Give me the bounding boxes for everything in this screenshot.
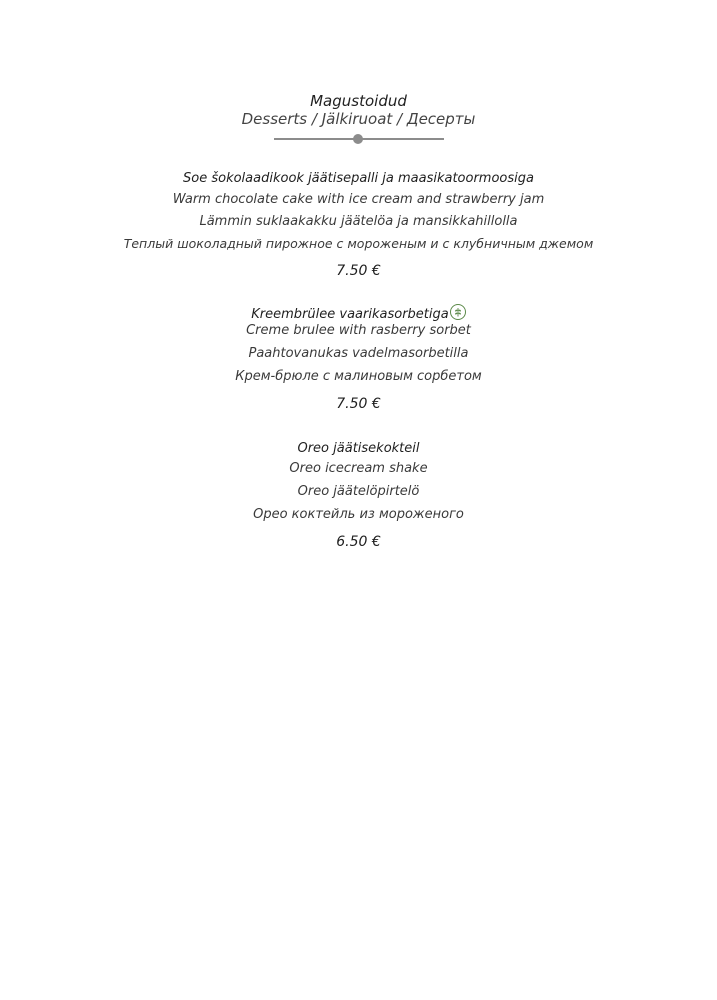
vegetarian-leaf-icon	[450, 304, 466, 320]
dessert-2-price: 7.50 €	[336, 396, 381, 412]
dessert-2-finnish: Paahtovanukas vadelmasorbetilla	[248, 346, 469, 361]
dessert-2-name: Kreembrülee vaarikasorbetiga	[251, 307, 449, 322]
dessert-2-english: Creme brulee with rasberry sorbet	[246, 323, 471, 338]
dessert-1-price: 7.50 €	[336, 263, 381, 279]
dessert-2-name-row	[0, 304, 717, 321]
dessert-1-name: Soe šokolaadikook jäätisepalli ja maasikatoormoosiga	[183, 171, 534, 186]
menu-section-title: Magustoidud	[310, 92, 407, 110]
dessert-3-english: Oreo icecream shake	[289, 461, 428, 476]
dessert-3-finnish: Oreo jäätelöpirtelö	[297, 484, 420, 499]
menu-section-subtitle: Desserts / Jälkiruoat / Десерты	[241, 110, 476, 128]
dessert-3-price: 6.50 €	[336, 534, 381, 550]
dessert-1-russian: Теплый шоколадный пирожное с мороженым и с клубничным джемом	[123, 236, 594, 251]
dessert-2-russian: Крем-брюле с малиновым сорбетом	[235, 369, 482, 384]
dessert-1-finnish: Lämmin suklaakakku jäätelöa ja mansikkahillolla	[199, 214, 518, 229]
header-divider-dot	[353, 134, 363, 144]
dessert-1-english: Warm chocolate cake with ice cream and strawberry jam	[172, 192, 545, 207]
dessert-3-name: Oreo jäätisekokteil	[297, 441, 420, 456]
dessert-3-russian: Орео коктейль из мороженого	[253, 507, 464, 522]
